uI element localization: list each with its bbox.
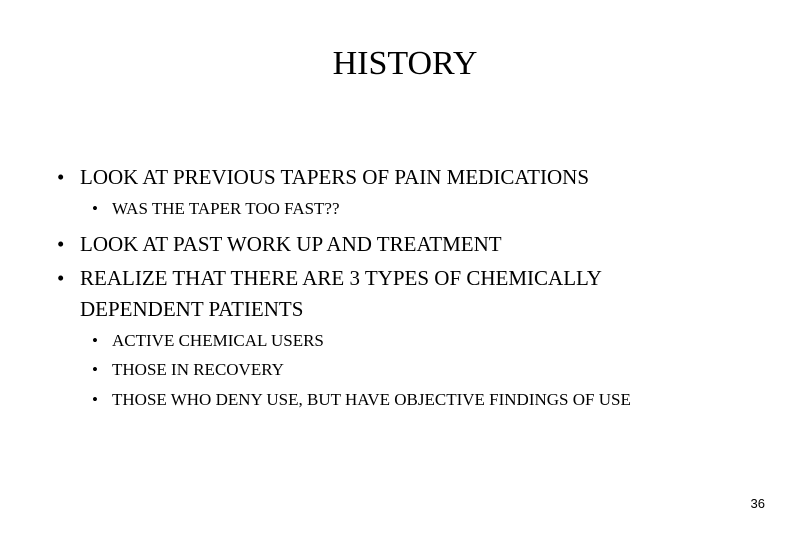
sub-bullet-text: ACTIVE CHEMICAL USERS	[112, 331, 324, 350]
bullet-icon: •	[57, 165, 65, 189]
bullet-icon: •	[57, 232, 65, 256]
bullet-item	[57, 265, 602, 291]
bullet-icon: •	[92, 199, 98, 218]
bullet-icon: •	[92, 360, 98, 379]
bullet-continuation	[80, 296, 303, 322]
sub-bullet-item	[92, 389, 631, 411]
slide-title: HISTORY	[332, 45, 478, 82]
sub-bullet-item	[92, 359, 284, 381]
bullet-icon: •	[92, 390, 98, 409]
bullet-icon: •	[92, 331, 98, 350]
bullet-item	[57, 164, 590, 190]
bullet-text: LOOK AT PREVIOUS TAPERS OF PAIN MEDICATIONS	[80, 165, 590, 189]
bullet-item	[57, 231, 502, 257]
bullet-text: REALIZE THAT THERE ARE 3 TYPES OF CHEMICALLY	[80, 266, 602, 290]
sub-bullet-item	[92, 198, 340, 220]
page-number: 36	[750, 496, 765, 511]
bullet-text: DEPENDENT PATIENTS	[80, 297, 304, 321]
sub-bullet-item	[92, 330, 324, 352]
sub-bullet-text: WAS THE TAPER TOO FAST??	[112, 199, 340, 218]
sub-bullet-text: THOSE WHO DENY USE, BUT HAVE OBJECTIVE FINDINGS OF USE	[112, 390, 631, 409]
bullet-icon: •	[57, 266, 65, 290]
bullet-text: LOOK AT PAST WORK UP AND TREATMENT	[80, 232, 502, 256]
sub-bullet-text: THOSE IN RECOVERY	[112, 360, 284, 379]
